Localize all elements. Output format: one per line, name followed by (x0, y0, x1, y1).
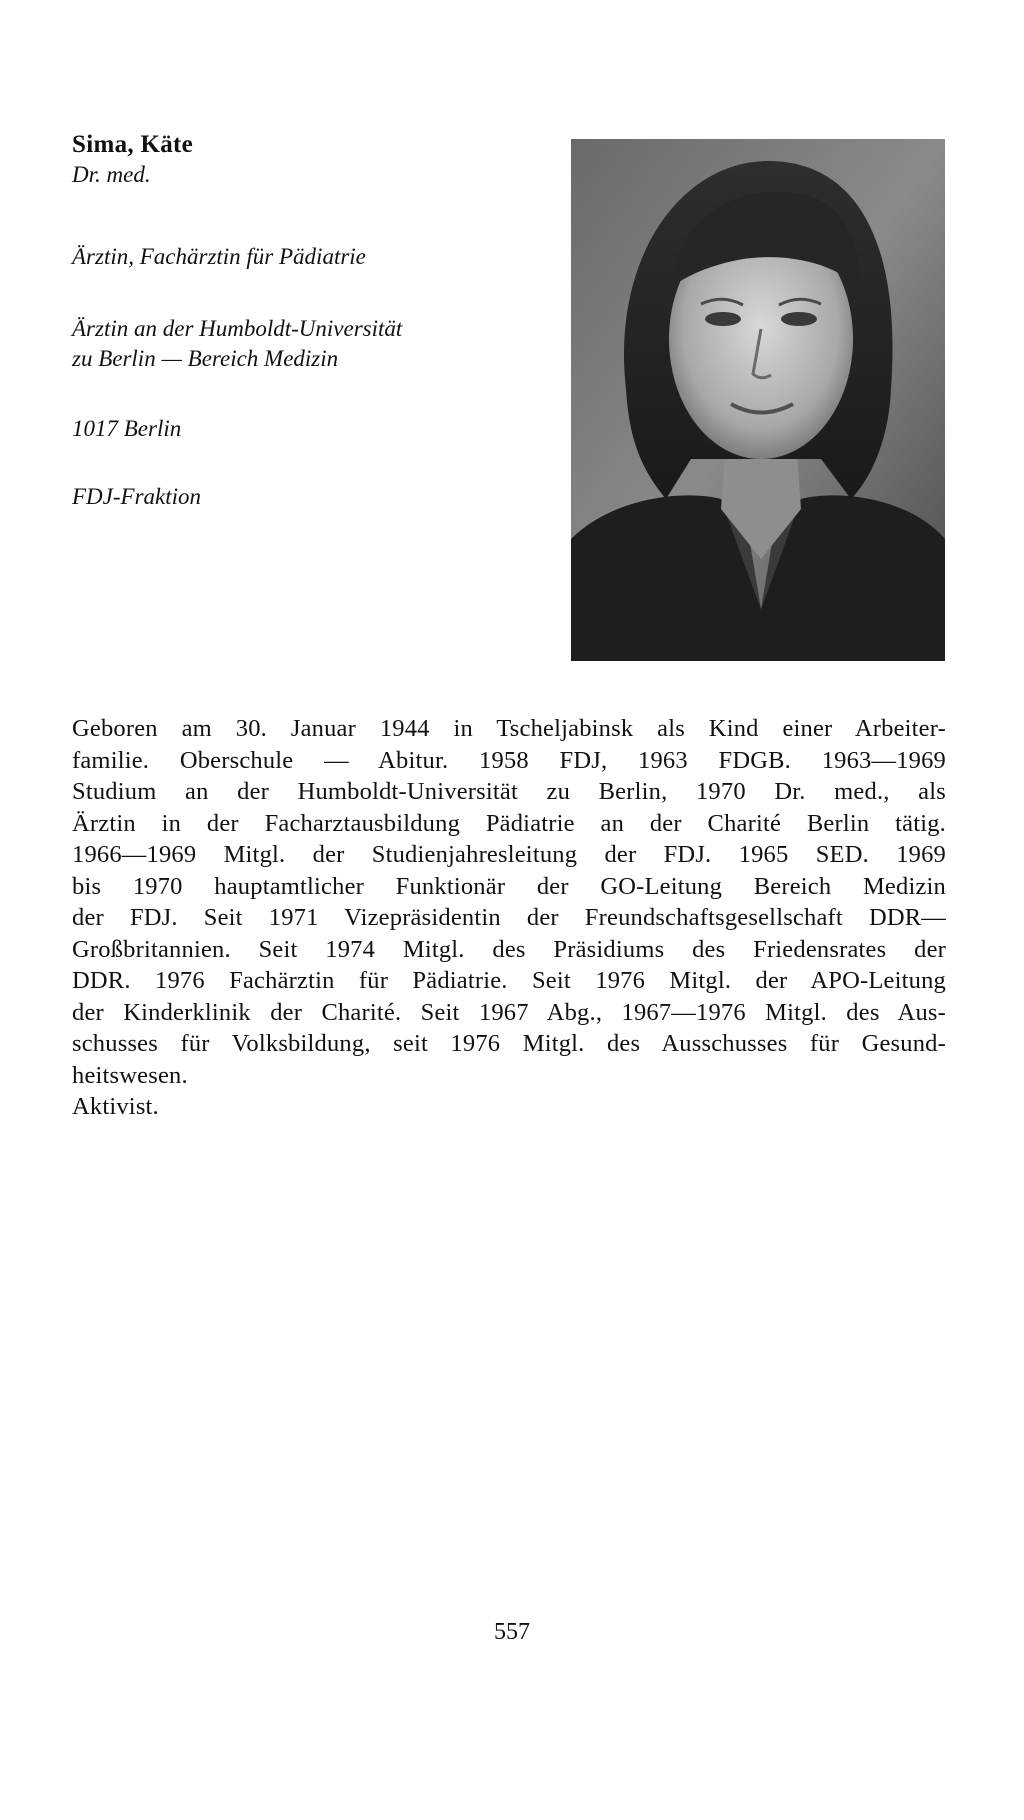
portrait-photo-icon (571, 139, 945, 661)
biography-line: DDR. 1976 Fachärztin für Pädiatrie. Seit 1976 Mitgl. der APO-Leitung (72, 967, 946, 994)
biography (72, 713, 946, 1123)
profession: Ärztin, Fachärztin für Pädiatrie (72, 244, 366, 269)
biography-line: 1966—1969 Mitgl. der Studienjahresleitung der FDJ. 1965 SED. 1969 (72, 841, 946, 868)
workplace (72, 314, 542, 374)
biography-line: Großbritannien. Seit 1974 Mitgl. des Präsidiums des Friedensrates der (72, 935, 946, 963)
biography-line: schusses für Volksbildung, seit 1976 Mitgl. des Ausschusses für Gesund- (72, 1030, 946, 1057)
biography-line: der FDJ. Seit 1971 Vizepräsidentin der Freundschaftsgesellschaft DDR— (72, 904, 946, 931)
person-name: Sima, Käte (72, 131, 194, 158)
workplace-line: zu Berlin — Bereich Medizin (72, 346, 339, 371)
biography-line: Geboren am 30. Januar 1944 in Tscheljabinsk als Kind einer Arbeiter- (72, 715, 946, 742)
workplace-line: Ärztin an der Humboldt-Universität (72, 316, 403, 341)
entry-header (72, 130, 542, 512)
biography-line: familie. Oberschule — Abitur. 1958 FDJ, 1963 FDGB. 1963—1969 (72, 746, 946, 774)
academic-title: Dr. med. (72, 162, 151, 187)
biography-line: bis 1970 hauptamtlicher Funktionär der GO-Leitung Bereich Medizin (72, 872, 946, 900)
page-number: 557 (494, 1619, 530, 1645)
biography-line: Studium an der Humboldt-Universität zu Berlin, 1970 Dr. med., als (72, 778, 946, 805)
biography-line: heitswesen. (72, 1061, 188, 1089)
biography-line: der Kinderklinik der Charité. Seit 1967 Abg., 1967—1976 Mitgl. des Aus- (72, 998, 946, 1026)
city: 1017 Berlin (72, 416, 182, 441)
biography-line: Ärztin in der Facharztausbildung Pädiatrie an der Charité Berlin tätig. (72, 809, 946, 837)
portrait-photo (571, 139, 945, 661)
faction: FDJ-Fraktion (72, 484, 202, 509)
biography-closing: Aktivist. (72, 1093, 159, 1120)
